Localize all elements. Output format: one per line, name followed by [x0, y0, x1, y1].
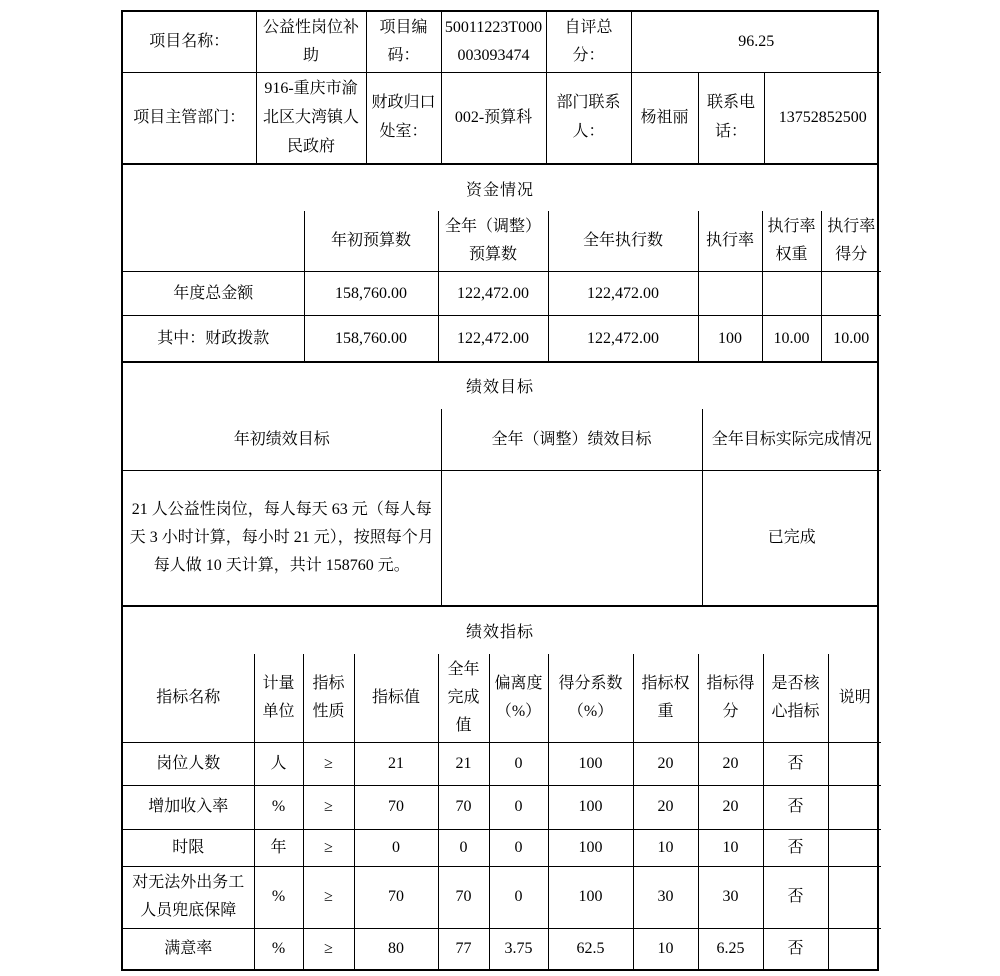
funding-cell: 122,472.00: [548, 272, 698, 316]
funding-section: [123, 163, 877, 361]
indicator-name: 满意率: [123, 928, 254, 969]
indicator-header-cell: 指标值: [354, 654, 438, 743]
indicator-name: 岗位人数: [123, 742, 254, 785]
indicator-cell: 100: [548, 785, 633, 829]
indicator-name: 增加收入率: [123, 785, 254, 829]
indicator-cell: 100: [548, 866, 633, 928]
indicator-cell: 10: [633, 829, 698, 866]
indicator-cell: 70: [438, 785, 489, 829]
indicator-cell: ≥: [303, 785, 354, 829]
initial-goal-text: 21 人公益性岗位，每人每天 63 元（每人每天 3 小时计算，每小时 21 元），按照每个月每人做 10 天计算，共计 158760 元。: [123, 471, 441, 605]
indicator-cell: 否: [763, 866, 828, 928]
contact-value: 杨祖丽: [631, 73, 698, 164]
indicator-cell: [828, 785, 881, 829]
indicator-cell: ≥: [303, 866, 354, 928]
indicator-cell: 0: [489, 829, 548, 866]
funding-cell: 122,472.00: [438, 272, 548, 316]
indicators-table: [123, 654, 881, 970]
funding-header-cell: 全年（调整）预算数: [438, 211, 548, 272]
indicator-name: 时限: [123, 829, 254, 866]
funding-cell: 158,760.00: [304, 316, 438, 361]
indicator-cell: 70: [438, 866, 489, 928]
indicator-row: [123, 928, 881, 969]
adjusted-goal-text: [441, 471, 702, 605]
completion-status: 已完成: [702, 471, 881, 605]
project-info-table: [123, 12, 881, 163]
indicator-cell: 10: [633, 928, 698, 969]
dept-label: 项目主管部门：: [123, 73, 256, 164]
funding-cell: [821, 272, 881, 316]
indicator-cell: 0: [438, 829, 489, 866]
indicator-cell: 0: [489, 785, 548, 829]
indicator-header-cell: 说明: [828, 654, 881, 743]
indicator-header-cell: 指标得分: [698, 654, 763, 743]
phone-value: 13752852500: [764, 73, 881, 164]
indicator-cell: 30: [633, 866, 698, 928]
indicator-header-cell: 全年完成值: [438, 654, 489, 743]
indicator-cell: ≥: [303, 829, 354, 866]
self-score-label: 自评总分：: [546, 12, 631, 73]
indicator-cell: 否: [763, 928, 828, 969]
indicator-cell: 70: [354, 866, 438, 928]
self-score-value: 96.25: [631, 12, 881, 73]
indicator-header-cell: 得分系数（%）: [548, 654, 633, 743]
indicator-cell: %: [254, 785, 303, 829]
funding-cell: 122,472.00: [438, 316, 548, 361]
indicator-cell: ≥: [303, 928, 354, 969]
indicator-cell: 3.75: [489, 928, 548, 969]
contact-label: 部门联系人：: [546, 73, 631, 164]
funding-cell: 122,472.00: [548, 316, 698, 361]
indicator-cell: 否: [763, 742, 828, 785]
phone-label: 联系电话：: [698, 73, 764, 164]
indicator-cell: 0: [489, 866, 548, 928]
indicators-section-title: 绩效指标: [465, 623, 534, 641]
indicator-cell: [828, 928, 881, 969]
funding-header-cell: [123, 211, 304, 272]
funding-header-cell: 执行率得分: [821, 211, 881, 272]
goals-header-cell: 年初绩效目标: [123, 409, 441, 471]
indicator-cell: 人: [254, 742, 303, 785]
indicator-cell: 20: [698, 742, 763, 785]
indicator-cell: 21: [354, 742, 438, 785]
indicator-row: [123, 785, 881, 829]
goals-header-cell: 全年（调整）绩效目标: [441, 409, 702, 471]
indicator-header-cell: 偏离度（%）: [489, 654, 548, 743]
indicator-row: [123, 742, 881, 785]
indicator-row: [123, 829, 881, 866]
indicator-cell: [828, 742, 881, 785]
funding-row-label: 其中：财政拨款: [123, 316, 304, 361]
funding-header-cell: 执行率权重: [762, 211, 821, 272]
indicator-cell: 20: [633, 785, 698, 829]
indicator-row: [123, 866, 881, 928]
goals-section: [123, 361, 877, 605]
indicator-header-cell: 指标名称: [123, 654, 254, 743]
indicator-cell: 0: [489, 742, 548, 785]
indicator-header-cell: 指标权重: [633, 654, 698, 743]
indicator-cell: 否: [763, 829, 828, 866]
funding-cell: [698, 272, 762, 316]
indicator-cell: [828, 829, 881, 866]
funding-cell: 100: [698, 316, 762, 361]
indicator-cell: 100: [548, 829, 633, 866]
indicator-cell: 21: [438, 742, 489, 785]
indicator-cell: 70: [354, 785, 438, 829]
indicator-cell: 否: [763, 785, 828, 829]
project-code-label: 项目编码：: [366, 12, 441, 73]
indicator-cell: ≥: [303, 742, 354, 785]
funding-cell: 10.00: [762, 316, 821, 361]
indicator-header-cell: 指标性质: [303, 654, 354, 743]
funding-section-title: 资金情况: [465, 181, 534, 199]
funding-table: [123, 211, 881, 361]
indicator-cell: 年: [254, 829, 303, 866]
funding-row-label: 年度总金额: [123, 272, 304, 316]
goals-table: [123, 409, 881, 605]
funding-row-total: [123, 272, 881, 316]
project-name-label: 项目名称：: [123, 12, 256, 73]
indicator-cell: 80: [354, 928, 438, 969]
performance-report-document: [121, 10, 879, 971]
indicator-cell: 6.25: [698, 928, 763, 969]
funding-cell: 158,760.00: [304, 272, 438, 316]
indicator-cell: [828, 866, 881, 928]
project-name-value: 公益性岗位补助: [256, 12, 366, 73]
indicator-cell: 77: [438, 928, 489, 969]
indicator-cell: 20: [633, 742, 698, 785]
indicator-name: 对无法外出务工人员兜底保障: [123, 866, 254, 928]
project-code-value: 50011223T000003093474: [441, 12, 546, 73]
indicators-section: [123, 605, 877, 970]
indicator-cell: 62.5: [548, 928, 633, 969]
indicator-cell: 30: [698, 866, 763, 928]
dept-value: 916-重庆市渝北区大湾镇人民政府: [256, 73, 366, 164]
indicator-cell: %: [254, 928, 303, 969]
indicator-cell: 100: [548, 742, 633, 785]
indicator-header-cell: 计量单位: [254, 654, 303, 743]
funding-cell: [762, 272, 821, 316]
finance-office-label: 财政归口处室：: [366, 73, 441, 164]
funding-row-fiscal: [123, 316, 881, 361]
indicator-cell: 0: [354, 829, 438, 866]
goals-header-cell: 全年目标实际完成情况: [702, 409, 881, 471]
funding-header-cell: 执行率: [698, 211, 762, 272]
indicator-cell: 10: [698, 829, 763, 866]
indicator-cell: %: [254, 866, 303, 928]
funding-header-cell: 年初预算数: [304, 211, 438, 272]
indicator-cell: 20: [698, 785, 763, 829]
indicator-header-cell: 是否核心指标: [763, 654, 828, 743]
goals-section-title: 绩效目标: [465, 379, 534, 397]
funding-header-cell: 全年执行数: [548, 211, 698, 272]
finance-office-value: 002-预算科: [441, 73, 546, 164]
funding-cell: 10.00: [821, 316, 881, 361]
